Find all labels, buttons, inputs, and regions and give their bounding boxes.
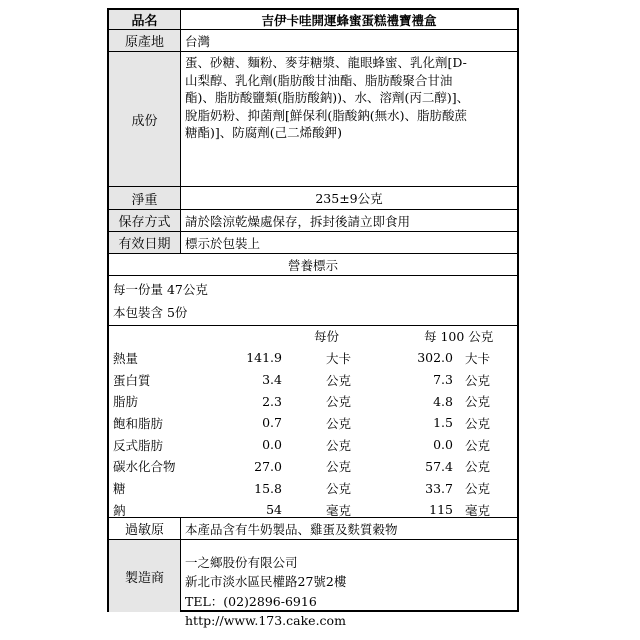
per-100g-unit: 公克 <box>465 437 491 453</box>
origin-label: 原產地 <box>109 30 181 51</box>
manufacturer-row <box>109 540 517 629</box>
nutrient-name: 碳水化合物 <box>113 459 176 475</box>
origin-row <box>109 30 517 52</box>
per-serving-unit: 大卡 <box>326 350 352 366</box>
product-name-row <box>109 10 517 30</box>
nutrient-name: 熱量 <box>113 350 139 366</box>
allergen-label: 過敏原 <box>109 518 181 539</box>
expiry-row <box>109 232 517 254</box>
per-serving-unit: 公克 <box>326 394 352 410</box>
per-100g-unit: 公克 <box>465 481 491 497</box>
ingredients-line: 蛋、砂糖、麵粉、麥芽糖漿、龍眼蜂蜜、乳化劑[D- <box>185 55 467 70</box>
col-per-serving: 每份 <box>314 329 340 344</box>
storage-value: 請於陰涼乾燥處保存，拆封後請立即食用 <box>185 213 411 229</box>
expiry-value: 標示於包裝上 <box>185 235 261 251</box>
nutrient-name: 脂肪 <box>113 394 139 410</box>
ingredients-label: 成份 <box>109 52 181 186</box>
per-100g-value: 115 <box>429 502 453 518</box>
net-weight-row <box>109 187 517 210</box>
manufacturer-url: http://www.173.cake.com <box>185 613 346 629</box>
ingredients-row <box>109 52 517 187</box>
per-serving-value: 141.9 <box>246 350 282 366</box>
manufacturer-label: 製造商 <box>109 540 181 612</box>
nutrition-row <box>109 434 517 456</box>
nutrient-name: 反式脂肪 <box>113 437 164 453</box>
nutrition-row <box>109 347 517 369</box>
servings-per-package: 本包裝含 5份 <box>113 305 188 320</box>
per-serving-value: 0.7 <box>262 415 282 431</box>
per-100g-unit: 毫克 <box>465 502 491 518</box>
per-serving-value: 54 <box>266 502 282 518</box>
product-name-label: 品名 <box>109 10 181 29</box>
origin-value: 台灣 <box>185 33 211 49</box>
per-serving-unit: 公克 <box>326 437 352 453</box>
net-weight-value: 235±9公克 <box>315 191 383 206</box>
nutrition-title-row <box>109 254 517 276</box>
per-100g-value: 4.8 <box>433 393 453 409</box>
nutrient-name: 蛋白質 <box>113 372 151 388</box>
nutrition-row <box>109 456 517 478</box>
nutrition-row <box>109 412 517 434</box>
expiry-label: 有效日期 <box>109 232 181 253</box>
nutrient-name: 鈉 <box>113 502 126 518</box>
ingredients-line: 脫脂奶粉、抑菌劑[鮮保利(脂酸鈉(無水)、脂肪酸蔗 <box>185 107 468 123</box>
per-100g-unit: 公克 <box>465 394 491 410</box>
serving-size: 每一份量 47公克 <box>113 282 208 297</box>
manufacturer-address: 新北市淡水區民權路27號2樓 <box>185 574 347 590</box>
per-serving-unit: 公克 <box>326 459 352 475</box>
serving-info <box>109 276 517 326</box>
per-100g-unit: 公克 <box>465 372 491 388</box>
manufacturer-company: 一之鄉股份有限公司 <box>185 555 298 570</box>
per-100g-value: 33.7 <box>425 480 453 496</box>
per-100g-unit: 大卡 <box>465 350 491 366</box>
per-serving-unit: 毫克 <box>326 502 352 518</box>
per-100g-value: 7.3 <box>433 372 453 388</box>
nutrient-name: 飽和脂肪 <box>113 415 164 431</box>
per-serving-value: 15.8 <box>254 480 282 496</box>
nutrition-label <box>107 8 519 629</box>
per-100g-value: 1.5 <box>433 415 453 431</box>
per-serving-value: 3.4 <box>262 372 282 388</box>
manufacturer-tel: TEL：(02)2896-6916 <box>185 593 317 609</box>
nutrition-row <box>109 477 517 499</box>
ingredients-line: 山梨醇、乳化劑(脂肪酸甘油酯、脂肪酸聚合甘油 <box>185 72 453 88</box>
per-serving-unit: 公克 <box>326 415 352 431</box>
nutrient-name: 糖 <box>113 481 126 497</box>
nutrition-title: 營養標示 <box>287 257 338 273</box>
ingredients-line: 酯)、脂肪酸鹽類(脂肪酸鈉))、水、溶劑(丙二醇)]、 <box>185 90 470 106</box>
allergen-row <box>109 518 517 540</box>
col-per-100g: 每 100 公克 <box>424 329 494 344</box>
per-100g-unit: 公克 <box>465 415 491 431</box>
per-serving-value: 2.3 <box>262 393 282 409</box>
per-serving-value: 0.0 <box>262 437 282 453</box>
allergen-value: 本產品含有牛奶製品、雞蛋及麩質穀物 <box>185 521 398 537</box>
net-weight-label: 淨重 <box>109 187 181 209</box>
nutrition-row <box>109 369 517 391</box>
per-100g-value: 302.0 <box>417 350 453 366</box>
product-name-value: 吉伊卡哇開運蜂蜜蛋糕禮寶禮盒 <box>261 12 437 28</box>
per-serving-unit: 公克 <box>326 481 352 497</box>
per-100g-value: 57.4 <box>425 458 453 474</box>
manufacturer-info <box>185 540 513 629</box>
per-serving-unit: 公克 <box>326 372 352 388</box>
nutrition-row <box>109 390 517 412</box>
nutrition-table <box>109 326 517 518</box>
per-serving-value: 27.0 <box>254 458 282 474</box>
storage-row <box>109 210 517 232</box>
per-100g-value: 0.0 <box>433 437 453 453</box>
per-100g-unit: 公克 <box>465 459 491 475</box>
ingredients-line: 糖酯)]、防腐劑(己二烯酸鉀) <box>185 125 343 141</box>
ingredients-text <box>185 52 513 186</box>
storage-label: 保存方式 <box>109 210 181 231</box>
